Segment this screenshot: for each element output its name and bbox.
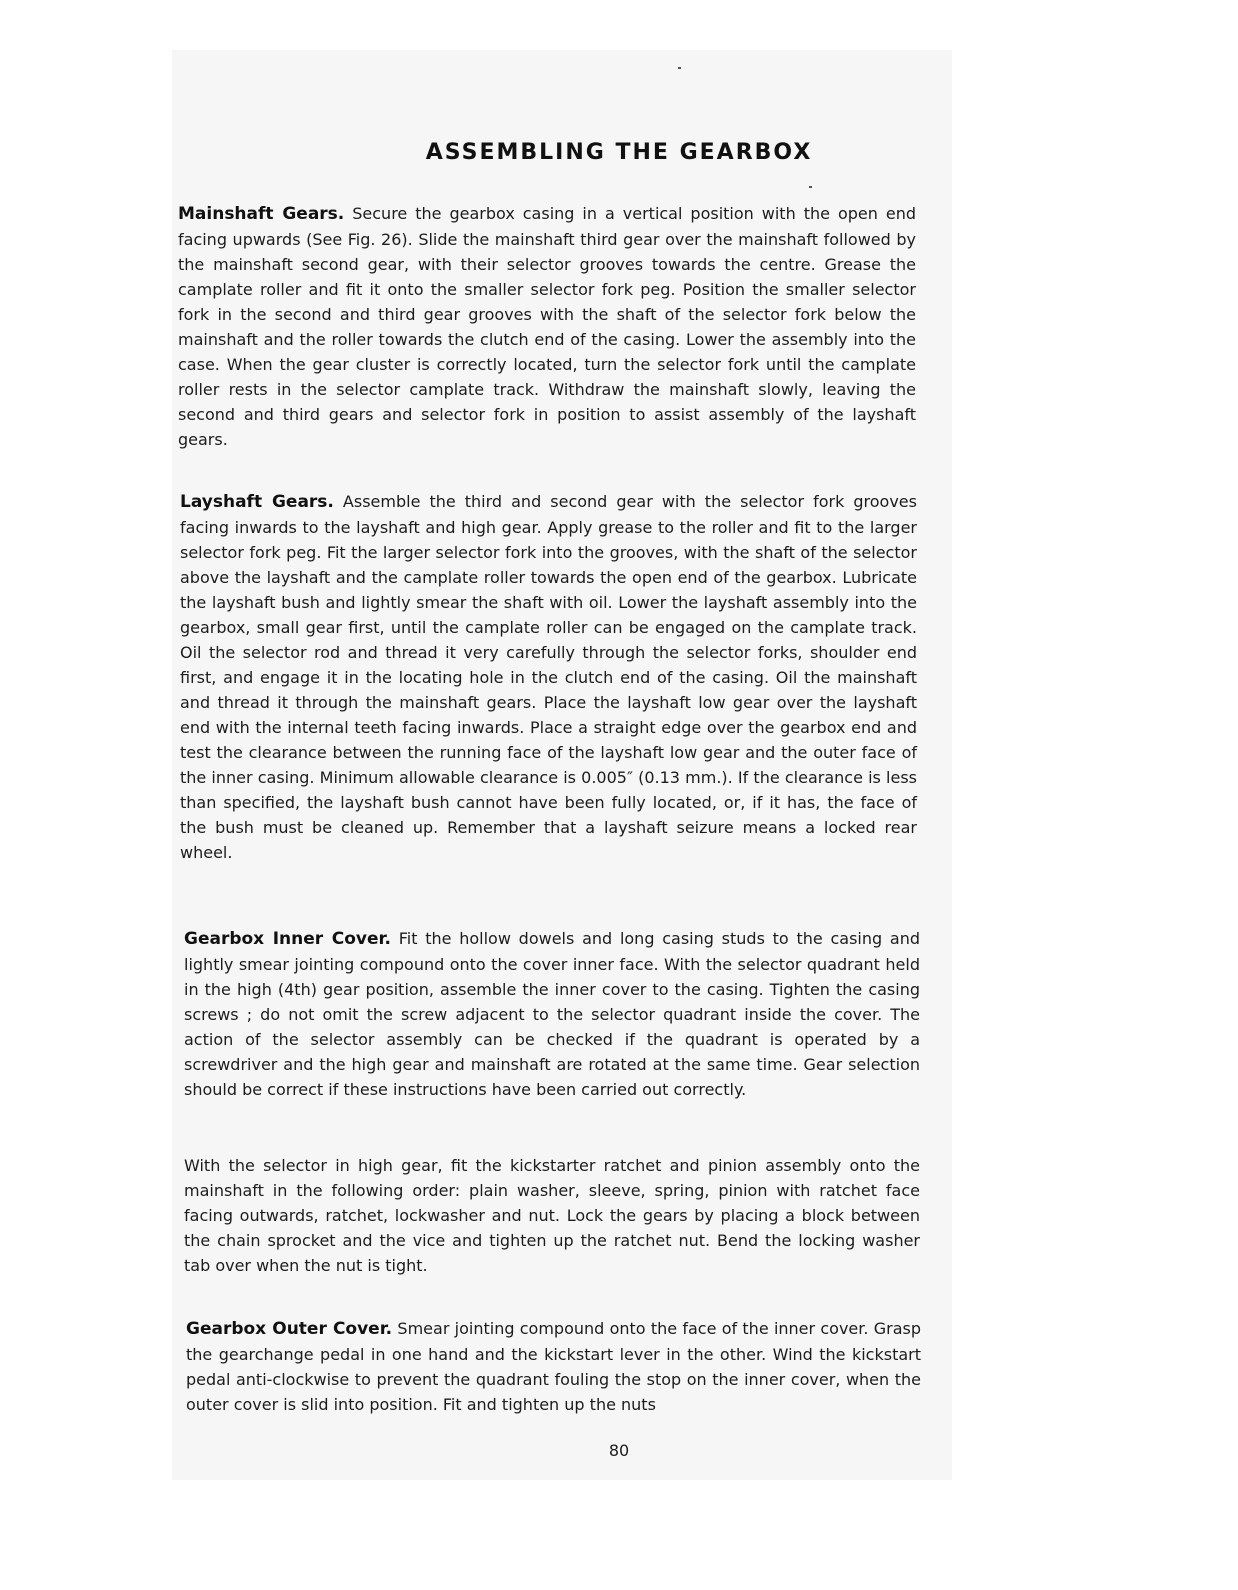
- section-heading: Mainshaft Gears.: [178, 204, 345, 224]
- section-mainshaft-gears: [178, 201, 916, 452]
- section-body: Smear jointing compound onto the face of the inner cover. Grasp the gearchange pedal in one hand and the kickstart lever in the other. Wind the kickstart pedal anti-clockwise to prevent the quadrant fouling the stop on the inner cover, when the outer cover is slid into position. Fit and tighten up the nuts: [186, 1319, 921, 1414]
- section-body: With the selector in high gear, fit the kickstarter ratchet and pinion assembly onto the mainshaft in the following order: plain washer, sleeve, spring, pinion with ratchet face facing outwards, ratchet, lockwasher and nut. Lock the gears by placing a block between the chain sprocket and the vice and tighten up the ratchet nut. Bend the locking washer tab over when the nut is tight.: [184, 1156, 920, 1275]
- section-heading: Layshaft Gears.: [180, 492, 334, 512]
- section-gearbox-inner-cover: [184, 926, 920, 1102]
- section-body: Assemble the third and second gear with the selector fork grooves facing inwards to the layshaft and high gear. Apply grease to the roller and fit to the larger selector fork peg. Fit the larger selector fork into the grooves, with the shaft of the selector above the layshaft and the camplate roller towards the open end of the gearbox. Lubricate the layshaft bush and lightly smear the shaft with oil. Lower the layshaft assembly into the gearbox, small gear first, until the camplate roller can be engaged on the camplate track. Oil the selector rod and thread it very carefully through the selector forks, shoulder end first, and engage it in the locating hole in the clutch end of the casing. Oil the mainshaft and thread it through the mainshaft gears. Place the layshaft low gear over the layshaft end with the internal teeth facing inwards. Place a straight edge over the gearbox end and test the clearance between the running face of the layshaft low gear and the outer face of the inner casing. Minimum allowable clearance is 0.005″ (0.13 mm.). If the clearance is less than specified, the layshaft bush cannot have been fully located, or, if it has, the face of the bush must be cleaned up. Remember that a layshaft seizure means a locked rear wheel.: [180, 492, 917, 862]
- page-title: ASSEMBLING THE GEARBOX: [425, 140, 813, 165]
- scan-speck: [678, 67, 681, 69]
- page-number: 80: [608, 1441, 630, 1460]
- scan-speck: [809, 186, 812, 188]
- section-heading: Gearbox Inner Cover.: [184, 929, 391, 949]
- section-body: Fit the hollow dowels and long casing studs to the casing and lightly smear jointing compound onto the cover inner face. With the selector quadrant held in the high (4th) gear position, assemble the inner cover to the casing. Tighten the casing screws ; do not omit the screw adjacent to the selector quadrant inside the cover. The action of the selector assembly can be checked if the quadrant is operated by a screwdriver and the high gear and mainshaft are rotated at the same time. Gear selection should be correct if these instructions have been carried out correctly.: [184, 929, 921, 1099]
- section-layshaft-gears: [180, 489, 917, 865]
- section-gearbox-outer-cover: [186, 1316, 921, 1417]
- section-body: Secure the gearbox casing in a vertical position with the open end facing upwards (See Fig. 26). Slide the mainshaft third gear over the mainshaft followed by the mainshaft second gear, with their selector grooves towards the centre. Grease the camplate roller and fit it onto the smaller selector fork peg. Position the smaller selector fork in the second and third gear grooves with the shaft of the selector fork below the mainshaft and the roller towards the clutch end of the casing. Lower the assembly into the case. When the gear cluster is correctly located, turn the selector fork until the camplate roller rests in the selector camplate track. Withdraw the mainshaft slowly, leaving the second and third gears and selector fork in position to assist assembly of the layshaft gears.: [178, 204, 916, 449]
- section-kickstarter-assembly: [184, 1153, 920, 1278]
- section-heading: Gearbox Outer Cover.: [186, 1319, 393, 1339]
